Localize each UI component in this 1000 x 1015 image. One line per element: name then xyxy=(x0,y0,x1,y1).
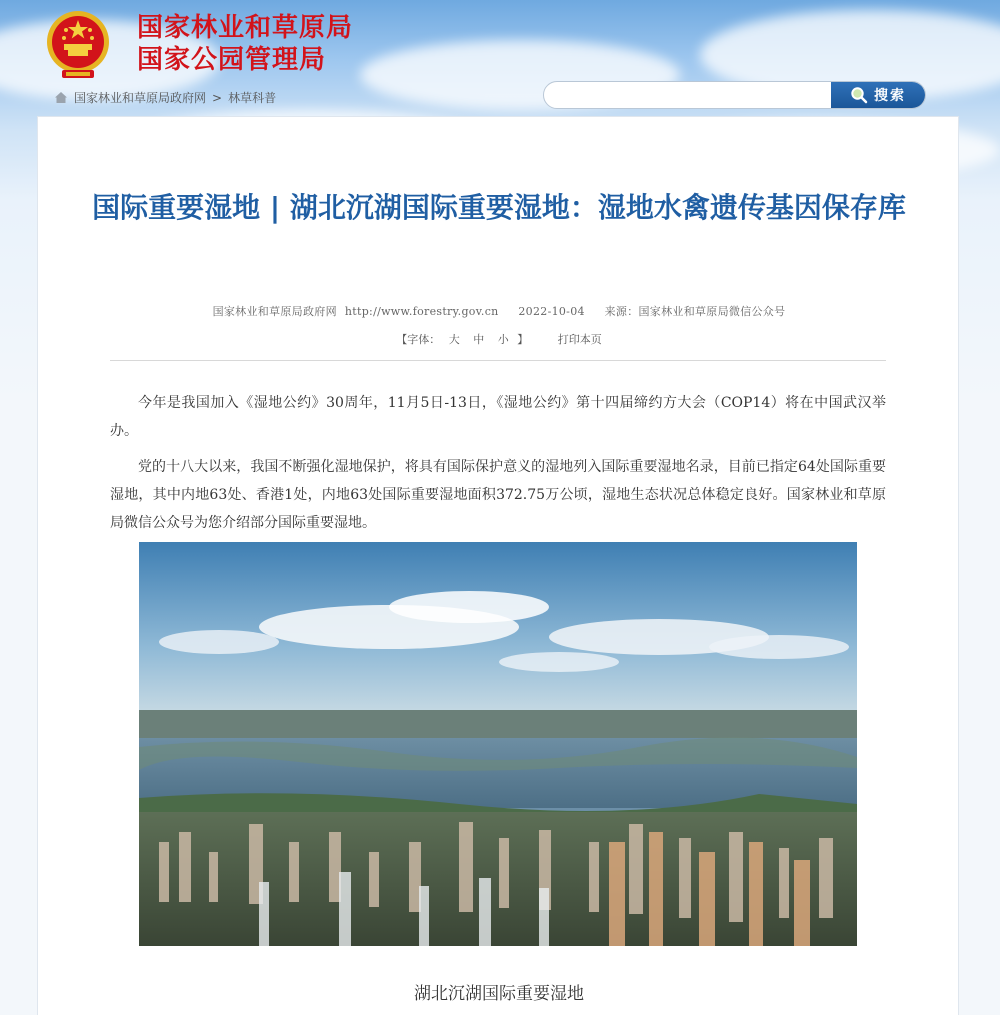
breadcrumb xyxy=(54,89,276,106)
search-input[interactable] xyxy=(544,82,829,108)
search-button[interactable] xyxy=(831,82,925,108)
national-emblem-icon[interactable] xyxy=(44,8,112,80)
font-size-close: 】 xyxy=(517,333,529,346)
article-paragraph-1: 今年是我国加入《湿地公约》30周年，11月5日-13日，《湿地公约》第十四届缔约方大会（COP14）将在中国武汉举办。 xyxy=(110,395,886,439)
meta-site: 国家林业和草原局政府网 xyxy=(212,305,337,318)
meta-source: 来源：国家林业和草原局微信公众号 xyxy=(604,305,786,318)
font-size-large-button[interactable]: 大 xyxy=(448,333,460,346)
font-size-medium-button[interactable]: 中 xyxy=(473,333,485,346)
search-box xyxy=(543,81,926,109)
photo-caption: 湖北沉湖国际重要湿地 xyxy=(414,984,584,1004)
article-container xyxy=(37,116,959,1015)
search-icon xyxy=(850,86,868,104)
site-name[interactable] xyxy=(137,12,353,76)
article-meta xyxy=(78,303,920,319)
font-size-label: 【字体： xyxy=(396,333,441,346)
breadcrumb-home-link[interactable]: 国家林业和草原局政府网 xyxy=(74,91,207,105)
search-button-label: 搜索 xyxy=(874,88,906,104)
meta-url: http://www.forestry.gov.cn xyxy=(344,305,499,318)
wetland-photo xyxy=(139,542,857,946)
article-tools xyxy=(78,331,920,347)
home-icon xyxy=(54,91,68,104)
breadcrumb-current-link[interactable]: 林草科普 xyxy=(228,91,277,105)
site-name-line1: 国家林业和草原局 xyxy=(137,13,354,43)
site-header xyxy=(0,0,1000,116)
print-page-button[interactable]: 打印本页 xyxy=(557,333,602,346)
breadcrumb-separator: > xyxy=(212,90,223,105)
font-size-small-button[interactable]: 小 xyxy=(497,333,509,346)
article-title: 国际重要湿地 | 湖北沉湖国际重要湿地：湿地水禽遗传基因保存库 xyxy=(92,191,906,224)
article-paragraph-2: 党的十八大以来，我国不断强化湿地保护，将具有国际保护意义的湿地列入国际重要湿地名录，目前已指定64处国际重要湿地，其中内地63处、香港1处，内地63处国际重要湿地面积372.75万公顷，湿地生态状况总体稳定良好。国家林业和草原局微信公众号为您介绍部分国际重要湿地。 xyxy=(110,459,886,531)
site-name-line2: 国家公园管理局 xyxy=(137,45,327,75)
meta-date: 2022-10-04 xyxy=(518,305,585,318)
divider xyxy=(110,360,886,361)
